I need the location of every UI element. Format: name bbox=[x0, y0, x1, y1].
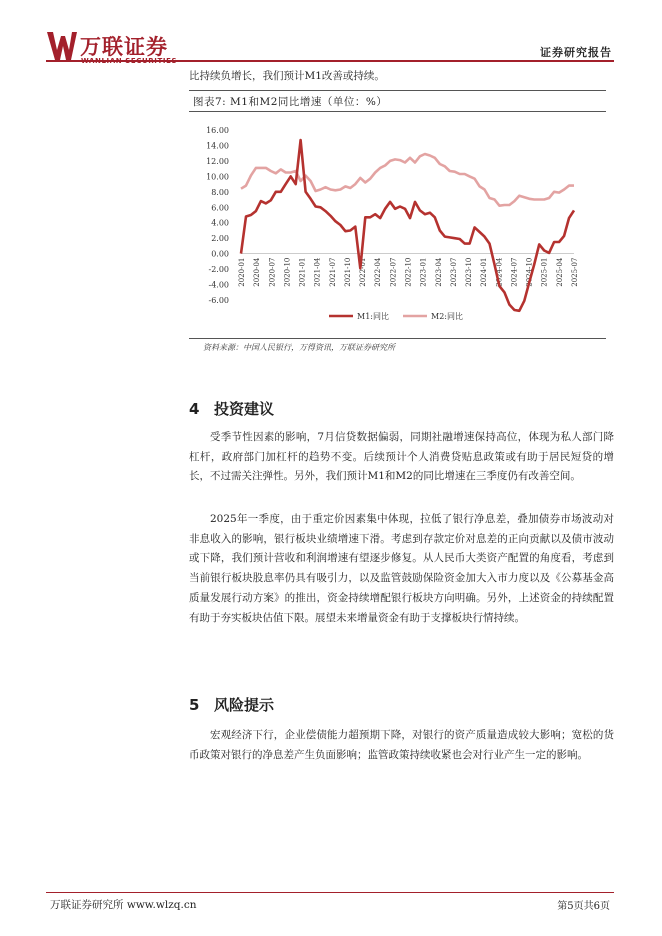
x-tick-label: 2024-10 bbox=[525, 257, 534, 287]
y-tick-label: 14.00 bbox=[206, 141, 229, 151]
figure-title: 图表7: M1和M2同比增速（单位：%） bbox=[193, 96, 388, 108]
header-divider bbox=[46, 60, 614, 62]
y-tick-label: 10.00 bbox=[206, 172, 229, 182]
x-tick-label: 2020-04 bbox=[253, 257, 262, 287]
y-tick-label: 16.00 bbox=[206, 126, 229, 135]
x-tick-label: 2025-04 bbox=[555, 257, 564, 287]
y-tick-label: 2.00 bbox=[211, 234, 229, 244]
x-tick-label: 2021-01 bbox=[298, 257, 307, 287]
footer-source: 万联证券研究所 www.wlzq.cn bbox=[50, 899, 197, 911]
x-tick-label: 2025-01 bbox=[540, 257, 549, 287]
y-tick-label: 12.00 bbox=[206, 156, 229, 166]
x-tick-label: 2024-04 bbox=[495, 257, 504, 287]
logo-text-en: WANLIAN SECURITIES bbox=[81, 57, 178, 65]
x-tick-label: 2021-07 bbox=[328, 257, 337, 287]
section-heading-4 bbox=[189, 398, 274, 419]
section-number: 5 bbox=[189, 696, 200, 714]
x-tick-label: 2023-04 bbox=[434, 257, 443, 287]
y-tick-label: 0.00 bbox=[211, 249, 229, 259]
x-tick-label: 2020-01 bbox=[238, 257, 246, 287]
legend-label: M2:同比 bbox=[431, 312, 463, 321]
section-title: 投资建议 bbox=[214, 400, 275, 418]
x-tick-label: 2020-07 bbox=[268, 257, 277, 287]
x-tick-label: 2023-07 bbox=[449, 257, 458, 287]
intro-line: 比持续负增长，我们预计M1改善或持续。 bbox=[189, 70, 385, 82]
x-tick-label: 2025-07 bbox=[571, 257, 579, 287]
y-tick-label: -2.00 bbox=[208, 265, 229, 275]
y-tick-label: 8.00 bbox=[211, 187, 229, 197]
logo-w-icon bbox=[46, 30, 78, 62]
y-tick-label: 6.00 bbox=[211, 203, 229, 213]
x-tick-label: 2022-10 bbox=[404, 257, 413, 287]
footer-divider bbox=[46, 892, 614, 893]
section-heading-5 bbox=[189, 694, 274, 715]
y-tick-label: -4.00 bbox=[208, 280, 229, 290]
x-tick-label: 2022-01 bbox=[359, 257, 368, 287]
page-number: 第5页共6页 bbox=[557, 901, 610, 912]
y-tick-label: -6.00 bbox=[208, 296, 229, 305]
x-tick-label: 2022-04 bbox=[374, 257, 383, 287]
report-type-label: 证券研究报告 bbox=[540, 46, 612, 59]
section-paragraph: 受季节性因素的影响，7月信贷数据偏弱，同期社融增速保持高位，体现为私人部门降杠杆，政府部门加杠杆的趋势不变。后续预计个人消费贷贴息政策或有助于居民短贷的增长，不过需关注弹性。另外，我们预计M1和M2的同比增速在三季度仍有改善空间。 bbox=[189, 431, 614, 483]
figure-source-divider bbox=[189, 338, 606, 339]
section-paragraph: 宏观经济下行，企业偿债能力超预期下降，对银行的资产质量造成较大影响；宽松的货币政策对银行的净息差产生负面影响；监管政策持续收紧也会对行业产生一定的影响。 bbox=[189, 729, 614, 761]
logo-text-cn: 万联证券 bbox=[80, 35, 168, 59]
x-tick-label: 2020-10 bbox=[283, 257, 292, 287]
x-tick-label: 2024-07 bbox=[510, 257, 519, 287]
figure-source: 资料来源：中国人民银行，万得资讯，万联证券研究所 bbox=[203, 343, 395, 352]
y-tick-label: 4.00 bbox=[211, 218, 229, 228]
figure-title-bar bbox=[189, 90, 606, 112]
legend-label: M1:同比 bbox=[357, 312, 389, 321]
section-number: 4 bbox=[189, 400, 200, 418]
x-tick-label: 2022-07 bbox=[389, 257, 398, 287]
x-tick-label: 2023-01 bbox=[419, 257, 428, 287]
x-tick-label: 2021-10 bbox=[343, 257, 352, 287]
x-tick-label: 2021-04 bbox=[313, 257, 322, 287]
section-title: 风险提示 bbox=[214, 696, 275, 714]
series-line bbox=[241, 154, 574, 206]
m1-m2-line-chart bbox=[189, 114, 606, 336]
x-tick-label: 2024-01 bbox=[480, 257, 489, 287]
x-tick-label: 2023-10 bbox=[465, 257, 474, 287]
section-paragraph: 2025年一季度，由于重定价因素集中体现，拉低了银行净息差，叠加债券市场波动对非息收入的影响，银行板块业绩增速下滑。考虑到存款定价对息差的正向贡献以及债市波动或下降，我们预计营收和利润增速有望逐步修复。从人民币大类资产配置的角度看，考虑到当前银行板块股息率仍具有吸引力，以及监管鼓励保险资金加大入市力度以及《公募基金高质量发展行动方案》的推出，资金持续增配银行板块方向明确。另外，上述资金的持续配置有助于夯实板块估值下限。展望未来增量资金有助于支撑板块行情持续。 bbox=[189, 513, 614, 624]
